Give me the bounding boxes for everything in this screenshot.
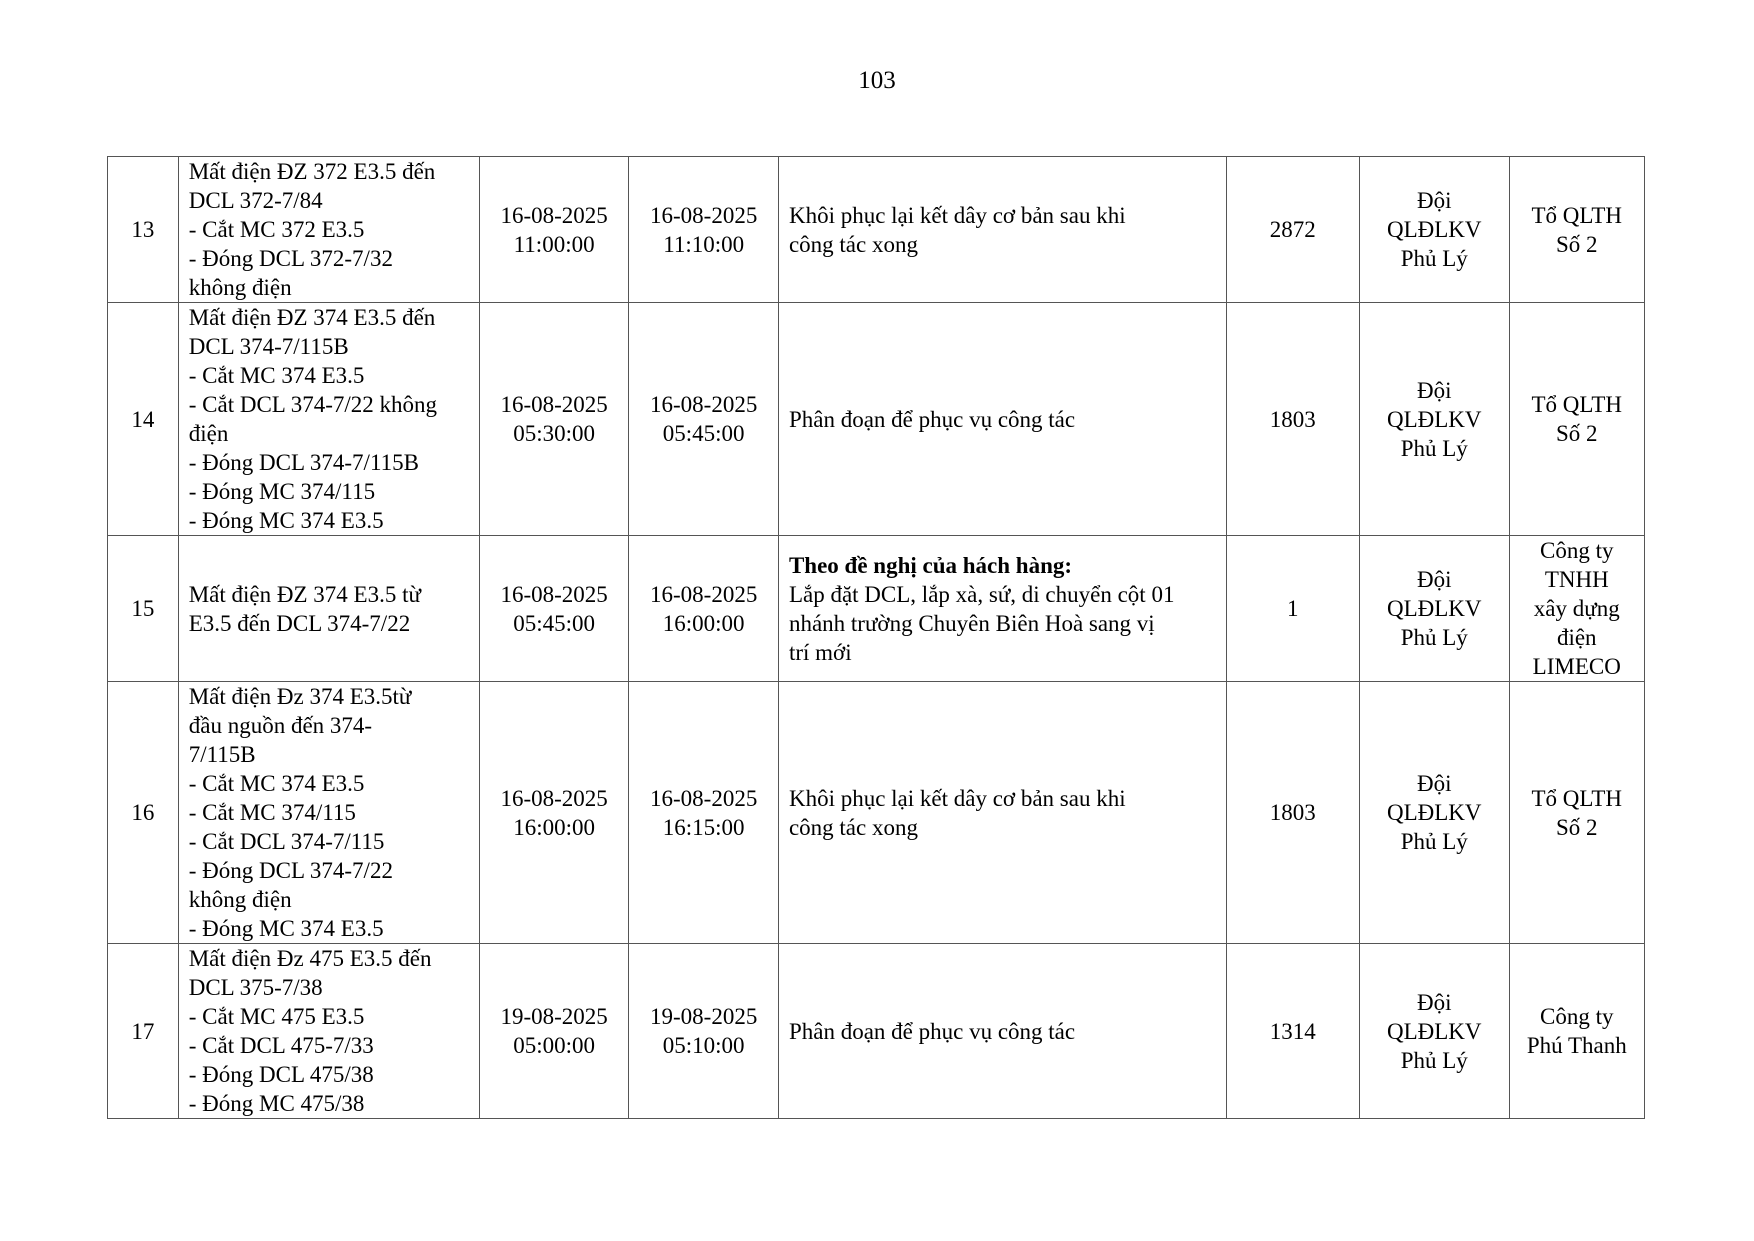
start-time-cell: [479, 303, 629, 536]
outage-description-cell: [178, 682, 479, 944]
start-time-cell: [479, 157, 629, 303]
end-time-line: 16-08-2025: [650, 581, 758, 607]
description-line: - Đóng MC 475/38: [188, 1091, 365, 1116]
description-line: - Đóng DCL 374-7/115B: [188, 450, 419, 475]
managing-unit-cell: [1359, 157, 1509, 303]
description-line: - Cắt MC 374 E3.5: [188, 363, 365, 388]
description-line: DCL 372-7/84: [188, 188, 323, 213]
unit-line: Đội: [1417, 567, 1452, 592]
table-row: [108, 303, 1645, 536]
end-time-cell: [629, 536, 779, 682]
outage-description-cell: [178, 536, 479, 682]
reason-line: trí mới: [788, 639, 852, 665]
end-time-line: 19-08-2025: [650, 1004, 758, 1029]
unit-line: Phủ Lý: [1400, 625, 1468, 650]
description-line: Mất điện ĐZ 372 E3.5 đến: [188, 159, 436, 184]
managing-unit-cell: [1359, 944, 1509, 1119]
end-time-line: 16-08-2025: [650, 392, 758, 417]
description-line: Mất điện Đz 475 E3.5 đến: [188, 946, 432, 971]
executor-line: Tổ QLTH: [1531, 202, 1623, 228]
description-line: - Cắt MC 374 E3.5: [188, 771, 365, 796]
unit-line: Đội: [1417, 989, 1452, 1015]
executor-line: TNHH: [1544, 567, 1609, 592]
unit-line: QLĐLKV: [1386, 800, 1482, 825]
executor-cell: [1509, 682, 1644, 944]
unit-line: Phủ Lý: [1400, 1047, 1468, 1073]
description-line: DCL 374-7/115B: [188, 334, 349, 359]
end-time-line: 11:10:00: [663, 231, 745, 257]
table-row: [108, 157, 1645, 303]
start-time-line: 16-08-2025: [500, 785, 608, 811]
row-number-cell: 14: [108, 303, 179, 536]
description-line: - Cắt DCL 475-7/33: [188, 1033, 374, 1058]
unit-line: Đội: [1417, 377, 1452, 403]
start-time-line: 05:00:00: [513, 1033, 596, 1058]
start-time-cell: [479, 682, 629, 944]
description-line: - Cắt MC 374/115: [188, 800, 356, 825]
managing-unit-cell: [1359, 682, 1509, 944]
description-line: E3.5 đến DCL 374-7/22: [188, 610, 411, 636]
table-row: [108, 944, 1645, 1119]
reason-line: Phân đoạn để phục vụ công tác: [788, 1018, 1076, 1044]
executor-line: Số 2: [1555, 231, 1598, 257]
unit-line: Phủ Lý: [1400, 246, 1468, 271]
end-time-cell: [629, 682, 779, 944]
executor-line: xây dựng: [1533, 596, 1620, 621]
executor-cell: [1509, 157, 1644, 303]
reason-line: Khôi phục lại kết dây cơ bản sau khi: [788, 202, 1126, 228]
managing-unit-cell: [1359, 536, 1509, 682]
executor-line: Số 2: [1555, 814, 1598, 840]
start-time-line: 19-08-2025: [500, 1004, 608, 1029]
description-line: Mất điện ĐZ 374 E3.5 đến: [188, 305, 436, 330]
unit-line: Đội: [1417, 771, 1452, 796]
end-time-line: 16:00:00: [662, 610, 745, 636]
unit-line: Đội: [1417, 188, 1452, 213]
unit-line: QLĐLKV: [1386, 217, 1482, 242]
end-time-cell: [629, 303, 779, 536]
row-number-cell: 15: [108, 536, 179, 682]
page-number: 103: [858, 67, 896, 94]
description-line: không điện: [188, 887, 292, 912]
end-time-line: 16-08-2025: [650, 785, 758, 811]
executor-line: điện: [1556, 625, 1597, 650]
executor-cell: [1509, 944, 1644, 1119]
description-line: - Đóng MC 374 E3.5: [188, 508, 384, 533]
description-line: - Đóng DCL 372-7/32: [188, 246, 393, 271]
reason-line: Khôi phục lại kết dây cơ bản sau khi: [788, 785, 1126, 811]
table-row: [108, 682, 1645, 944]
unit-line: QLĐLKV: [1386, 1018, 1482, 1044]
description-line: 7/115B: [188, 742, 256, 767]
executor-cell: [1509, 303, 1644, 536]
end-time-cell: [629, 157, 779, 303]
description-line: - Đóng MC 374 E3.5: [188, 916, 384, 941]
customer-count-cell: 1: [1226, 536, 1359, 682]
reason-cell: [778, 944, 1226, 1119]
outage-description-cell: [178, 944, 479, 1119]
start-time-line: 11:00:00: [513, 231, 595, 257]
start-time-line: 16-08-2025: [500, 581, 608, 607]
start-time-line: 16-08-2025: [500, 392, 608, 417]
executor-line: LIMECO: [1532, 654, 1621, 679]
end-time-line: 05:10:00: [662, 1033, 745, 1058]
description-line: DCL 375-7/38: [188, 975, 323, 1000]
description-line: - Cắt MC 475 E3.5: [188, 1004, 365, 1029]
reason-heading: Theo đề nghị của hách hàng:: [788, 552, 1073, 578]
reason-line: Phân đoạn để phục vụ công tác: [788, 406, 1076, 432]
reason-cell: [778, 303, 1226, 536]
customer-count-cell: 1314: [1226, 944, 1359, 1119]
end-time-line: 05:45:00: [662, 421, 745, 446]
executor-line: Công ty: [1540, 538, 1614, 563]
customer-count-cell: 2872: [1226, 157, 1359, 303]
outage-description-cell: [178, 157, 479, 303]
description-line: - Đóng MC 374/115: [188, 479, 376, 504]
start-time-cell: [479, 944, 629, 1119]
start-time-line: 16-08-2025: [500, 202, 608, 228]
managing-unit-cell: [1359, 303, 1509, 536]
executor-line: Phú Thanh: [1526, 1033, 1627, 1058]
description-line: - Cắt DCL 374-7/22 không: [188, 392, 438, 417]
executor-line: Tổ QLTH: [1531, 392, 1623, 417]
start-time-line: 05:30:00: [513, 421, 596, 446]
start-time-line: 16:00:00: [513, 814, 596, 840]
end-time-cell: [629, 944, 779, 1119]
description-line: - Đóng DCL 374-7/22: [188, 858, 393, 883]
unit-line: QLĐLKV: [1386, 406, 1482, 432]
description-line: Mất điện ĐZ 374 E3.5 từ: [188, 581, 421, 607]
description-line: - Cắt DCL 374-7/115: [188, 829, 385, 854]
customer-count-cell: 1803: [1226, 303, 1359, 536]
unit-line: Phủ Lý: [1400, 829, 1468, 854]
outage-description-cell: [178, 303, 479, 536]
reason-line: Lắp đặt DCL, lắp xà, sứ, di chuyển cột 01: [788, 581, 1175, 607]
row-number-cell: 17: [108, 944, 179, 1119]
description-line: đầu nguồn đến 374-: [188, 713, 373, 738]
reason-cell: [778, 157, 1226, 303]
end-time-line: 16:15:00: [662, 814, 745, 840]
description-line: - Cắt MC 372 E3.5: [188, 217, 365, 242]
unit-line: Phủ Lý: [1400, 435, 1468, 461]
executor-line: Tổ QLTH: [1531, 785, 1623, 811]
reason-line: nhánh trường Chuyên Biên Hoà sang vị: [788, 610, 1155, 636]
customer-count-cell: 1803: [1226, 682, 1359, 944]
reason-line: công tác xong: [788, 231, 918, 257]
reason-cell: [778, 682, 1226, 944]
description-line: - Đóng DCL 475/38: [188, 1062, 374, 1087]
executor-cell: [1509, 536, 1644, 682]
description-line: Mất điện Đz 374 E3.5từ: [188, 684, 412, 709]
start-time-line: 05:45:00: [513, 610, 596, 636]
table-body: [108, 157, 1645, 1119]
outage-schedule-table: [107, 156, 1645, 1119]
executor-line: Công ty: [1540, 1004, 1614, 1029]
row-number-cell: 13: [108, 157, 179, 303]
description-line: không điện: [188, 275, 292, 300]
executor-line: Số 2: [1555, 421, 1598, 446]
reason-cell: [778, 536, 1226, 682]
description-line: điện: [188, 421, 229, 446]
start-time-cell: [479, 536, 629, 682]
reason-line: công tác xong: [788, 814, 918, 840]
end-time-line: 16-08-2025: [650, 202, 758, 228]
row-number-cell: 16: [108, 682, 179, 944]
table-row: [108, 536, 1645, 682]
unit-line: QLĐLKV: [1386, 596, 1482, 621]
